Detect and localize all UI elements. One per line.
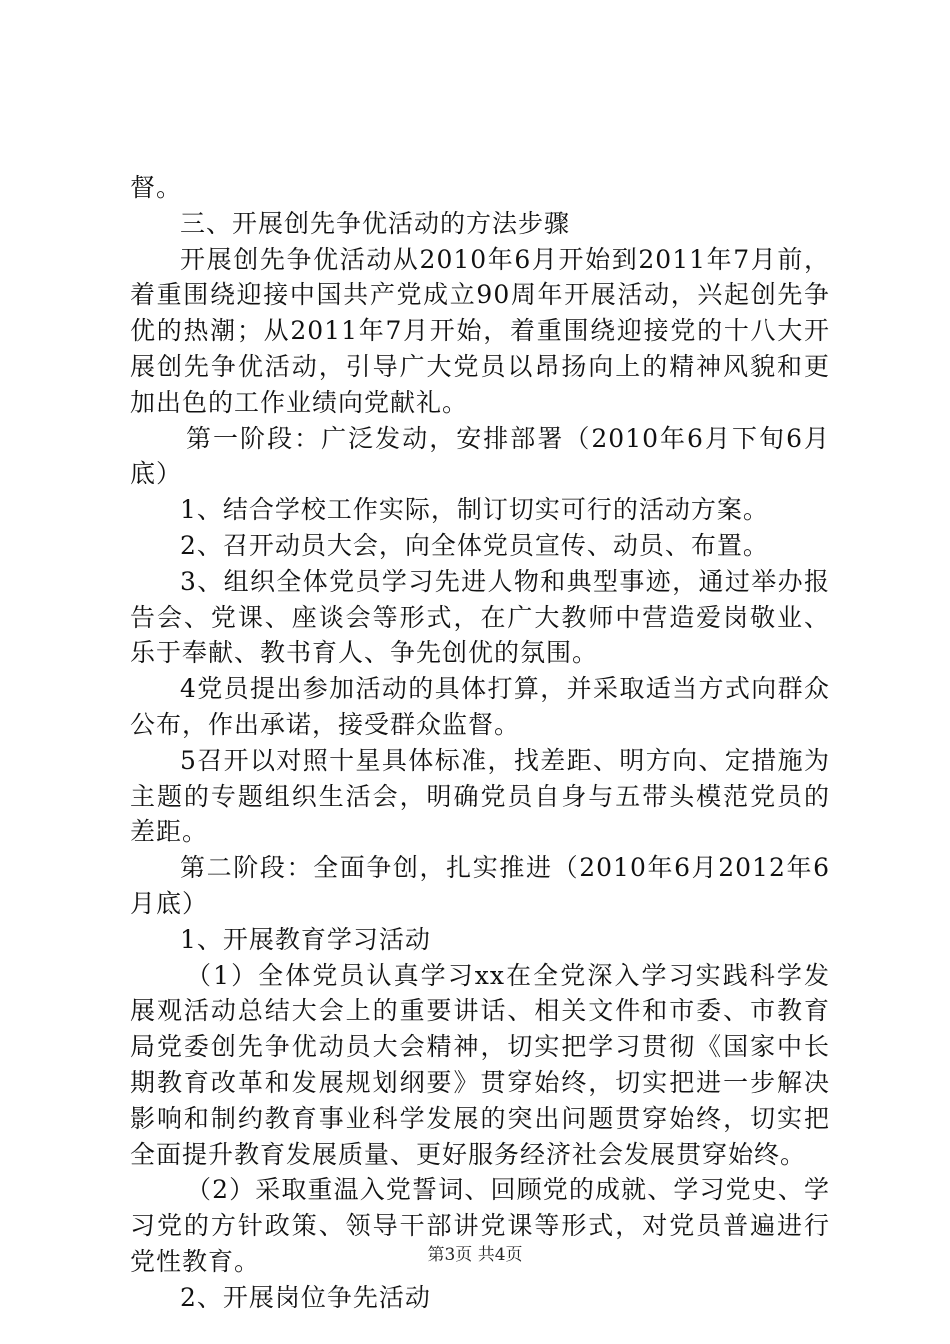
stage-two-heading: 第二阶段：全面争创，扎实推进（2010年6月2012年6月底） <box>130 853 830 918</box>
stage-two-item-2: 2、开展岗位争先活动 <box>180 1282 431 1312</box>
section-heading-three: 三、开展创先争优活动的方法步骤 <box>180 208 571 238</box>
stage-one-item-3: 3、组织全体党员学习先进人物和典型事迹，通过举办报告会、党课、座谈会等形式，在广大教师中营造爱岗敬业、乐于奉献、教书育人、争先创优的氛围。 <box>130 566 830 668</box>
stage-two-subitem-1: （1）全体党员认真学习xx在全党深入学习实践科学发展观活动总结大会上的重要讲话、相关文件和市委、市教育局党委创先争优动员大会精神，切实把学习贯彻《国家中长期教育改革和发展规划纲要》贯穿始终，切实把进一步解决影响和制约教育事业科学发展的突出问题贯穿始终，切实把全面提升教育发展质量、更好服务经济社会发展贯穿始终。 <box>130 960 830 1169</box>
stage-two-subitem-2: （2）采取重温入党誓词、回顾党的成就、学习党史、学习党的方针政策、领导干部讲党课等形式，对党员普遍进行党性教育。 <box>130 1175 830 1276</box>
page-footer: 第3页 共4页 <box>427 1245 523 1265</box>
paragraph-continuation: 督。 <box>130 173 183 202</box>
stage-one-item-4: 4党员提出参加活动的具体打算，并采取适当方式向群众公布，作出承诺，接受群众监督。 <box>130 674 830 739</box>
paragraph-timeline: 开展创先争优活动从2010年6月开始到2011年7月前，着重围绕迎接中国共产党成立90周年开展活动，兴起创先争优的热潮；从2011年7月开始，着重围绕迎接党的十八大开展创先争优活动，引导广大党员以昂扬向上的精神风貌和更加出色的工作业绩向党献礼。 <box>130 244 830 417</box>
stage-one-item-2: 2、召开动员大会，向全体党员宣传、动员、布置。 <box>180 530 769 560</box>
document-body <box>130 170 830 1316</box>
stage-one-item-5: 5召开以对照十星具体标准，找差距、明方向、定措施为主题的专题组织生活会，明确党员自身与五带头模范党员的差距。 <box>130 745 830 847</box>
stage-one-item-1: 1、结合学校工作实际，制订切实可行的活动方案。 <box>180 495 769 525</box>
stage-two-item-1: 1、开展教育学习活动 <box>180 924 431 954</box>
stage-one-heading: 第一阶段：广泛发动，安排部署（2010年6月下旬6月底） <box>130 423 830 489</box>
